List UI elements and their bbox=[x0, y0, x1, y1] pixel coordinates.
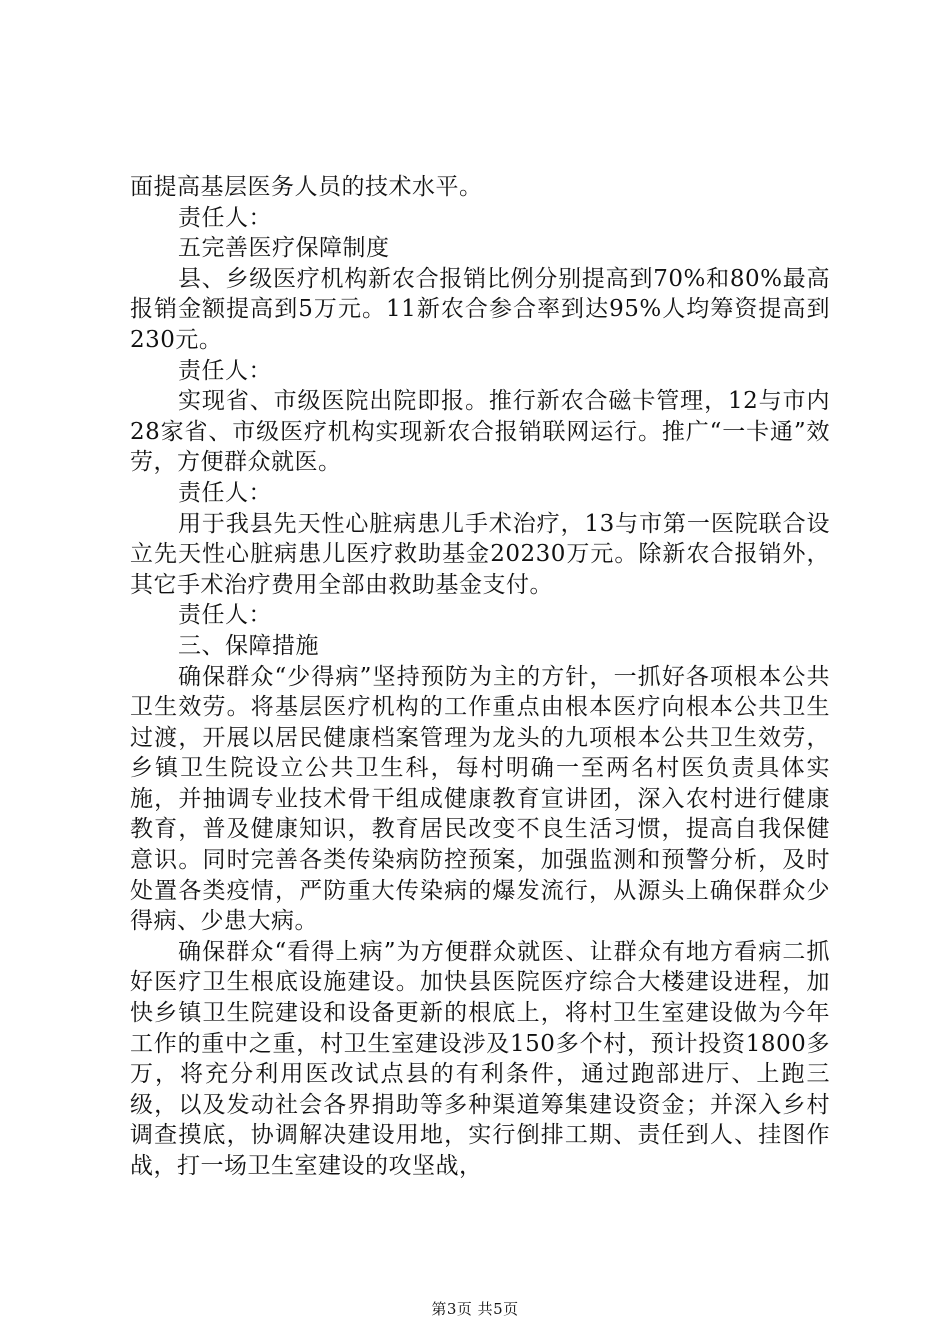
section-heading: 三、保障措施 bbox=[178, 632, 319, 659]
paragraph: 实现省、市级医院出院即报。推行新农合磁卡管理，12与市内28家省、市级医疗机构实现新农合报销联网运行。推广“一卡通”效劳，方便群众就医。 bbox=[130, 388, 830, 476]
paragraph: 确保群众“看得上病”为方便群众就医、让群众有地方看病二抓好医疗卫生根底设施建设。加快县医院医疗综合大楼建设进程，加快乡镇卫生院建设和设备更新的根底上，将村卫生室建设做为今年工作的重中之重，村卫生室建设涉及150多个村，预计投资1800多万，将充分利用医改试点县的有利条件，通过跑部进厅、上跑三级，以及发动社会各界捐助等多种渠道筹集建设资金；并深入乡村调查摸底，协调解决建设用地，实行倒排工期、责任到人、挂图作战，打一场卫生室建设的攻坚战， bbox=[130, 938, 830, 1179]
section-heading: 五完善医疗保障制度 bbox=[178, 235, 390, 262]
document-body bbox=[130, 172, 830, 1182]
page-number-footer: 第3页 共5页 bbox=[431, 1300, 519, 1318]
paragraph: 县、乡级医疗机构新农合报销比例分别提高到70%和80%最高报销金额提高到5万元。11新农合参合率到达95%人均筹资提高到230元。 bbox=[130, 265, 830, 353]
responsible-person-label: 责任人： bbox=[178, 204, 272, 231]
paragraph: 面提高基层医务人员的技术水平。 bbox=[130, 174, 483, 200]
responsible-person-label: 责任人： bbox=[178, 602, 272, 629]
responsible-person-label: 责任人： bbox=[178, 479, 272, 506]
paragraph: 用于我县先天性心脏病患儿手术治疗，13与市第一医院联合设立先天性心脏病患儿医疗救助基金20230万元。除新农合报销外，其它手术治疗费用全部由救助基金支付。 bbox=[130, 510, 830, 598]
responsible-person-label: 责任人： bbox=[178, 357, 272, 384]
paragraph: 确保群众“少得病”坚持预防为主的方针，一抓好各项根本公共卫生效劳。将基层医疗机构的工作重点由根本医疗向根本公共卫生过渡，开展以居民健康档案管理为龙头的九项根本公共卫生效劳，乡镇卫生院设立公共卫生科，每村明确一至两名村医负责具体实施，并抽调专业技术骨干组成健康教育宣讲团，深入农村进行健康教育，普及健康知识，教育居民改变不良生活习惯，提高自我保健意识。同时完善各类传染病防控预案，加强监测和预警分析，及时处置各类疫情，严防重大传染病的爆发流行，从源头上确保群众少得病、少患大病。 bbox=[130, 663, 830, 935]
